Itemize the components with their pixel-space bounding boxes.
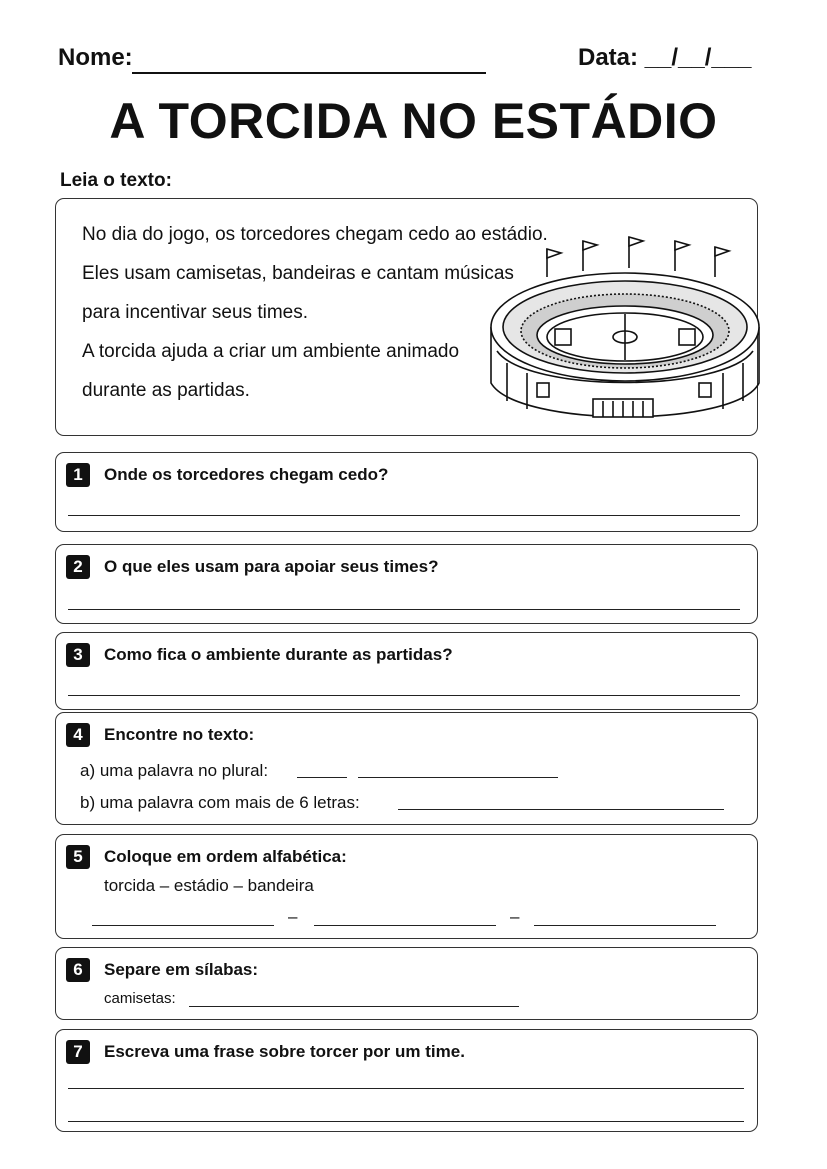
header	[58, 44, 758, 78]
order-field-2[interactable]	[314, 925, 496, 926]
question-6-text: Separe em sílabas:	[104, 960, 259, 979]
syllable-field[interactable]	[189, 1006, 519, 1007]
question-7-box	[55, 1029, 758, 1132]
answer-line-2[interactable]	[68, 609, 740, 610]
answer-line-1[interactable]	[68, 515, 740, 516]
answer-line-4a-short[interactable]	[297, 777, 347, 778]
reading-line: Eles usam camisetas, bandeiras e cantam músicas	[82, 263, 514, 284]
reading-text	[82, 215, 552, 410]
reading-line: A torcida ajuda a criar um ambiente animado	[82, 341, 460, 362]
date-field[interactable]: Data: __/__/___	[578, 44, 752, 71]
question-number: 1	[66, 463, 90, 487]
answer-line-4a[interactable]	[358, 777, 558, 778]
item-b-label: b) uma palavra com mais de 6 letras:	[80, 793, 360, 812]
question-number: 4	[66, 723, 90, 747]
instruction-text: Leia o texto:	[60, 170, 172, 191]
reading-line: durante as partidas.	[82, 380, 250, 401]
stadium-icon	[487, 233, 763, 437]
name-field[interactable]	[132, 72, 486, 74]
question-5-box	[55, 834, 758, 939]
separator: –	[510, 907, 520, 926]
answer-line-4b[interactable]	[398, 809, 724, 810]
question-7-text: Escreva uma frase sobre torcer por um time.	[104, 1042, 465, 1061]
item-a-label: a) uma palavra no plural:	[80, 761, 269, 780]
question-3-box	[55, 632, 758, 710]
order-field-3[interactable]	[534, 925, 716, 926]
reading-line: para incentivar seus times.	[82, 302, 308, 323]
question-4-box	[55, 712, 758, 825]
order-field-1[interactable]	[92, 925, 274, 926]
question-1-box	[55, 452, 758, 532]
answer-line-3[interactable]	[68, 695, 740, 696]
question-number: 6	[66, 958, 90, 982]
page-title: A TORCIDA NO ESTÁDIO	[109, 93, 718, 149]
question-2-text: O que eles usam para apoiar seus times?	[104, 557, 439, 576]
separator: –	[288, 907, 298, 926]
word-list: torcida – estádio – bandeira	[104, 876, 314, 895]
question-number: 7	[66, 1040, 90, 1064]
reading-line: No dia do jogo, os torcedores chegam cedo ao estádio.	[82, 224, 548, 245]
reading-box	[55, 198, 758, 436]
question-3-text: Como fica o ambiente durante as partidas?	[104, 645, 453, 664]
question-2-box	[55, 544, 758, 624]
answer-line-7b[interactable]	[68, 1121, 744, 1122]
question-number: 5	[66, 845, 90, 869]
name-label: Nome:	[58, 44, 133, 71]
answer-line-7a[interactable]	[68, 1088, 744, 1089]
syllable-label: camisetas:	[104, 990, 176, 1007]
question-number: 3	[66, 643, 90, 667]
question-5-text: Coloque em ordem alfabética:	[104, 847, 347, 866]
question-6-box	[55, 947, 758, 1020]
flag-icon	[547, 237, 729, 277]
question-4-text: Encontre no texto:	[104, 725, 255, 744]
question-1-text: Onde os torcedores chegam cedo?	[104, 465, 389, 484]
question-number: 2	[66, 555, 90, 579]
